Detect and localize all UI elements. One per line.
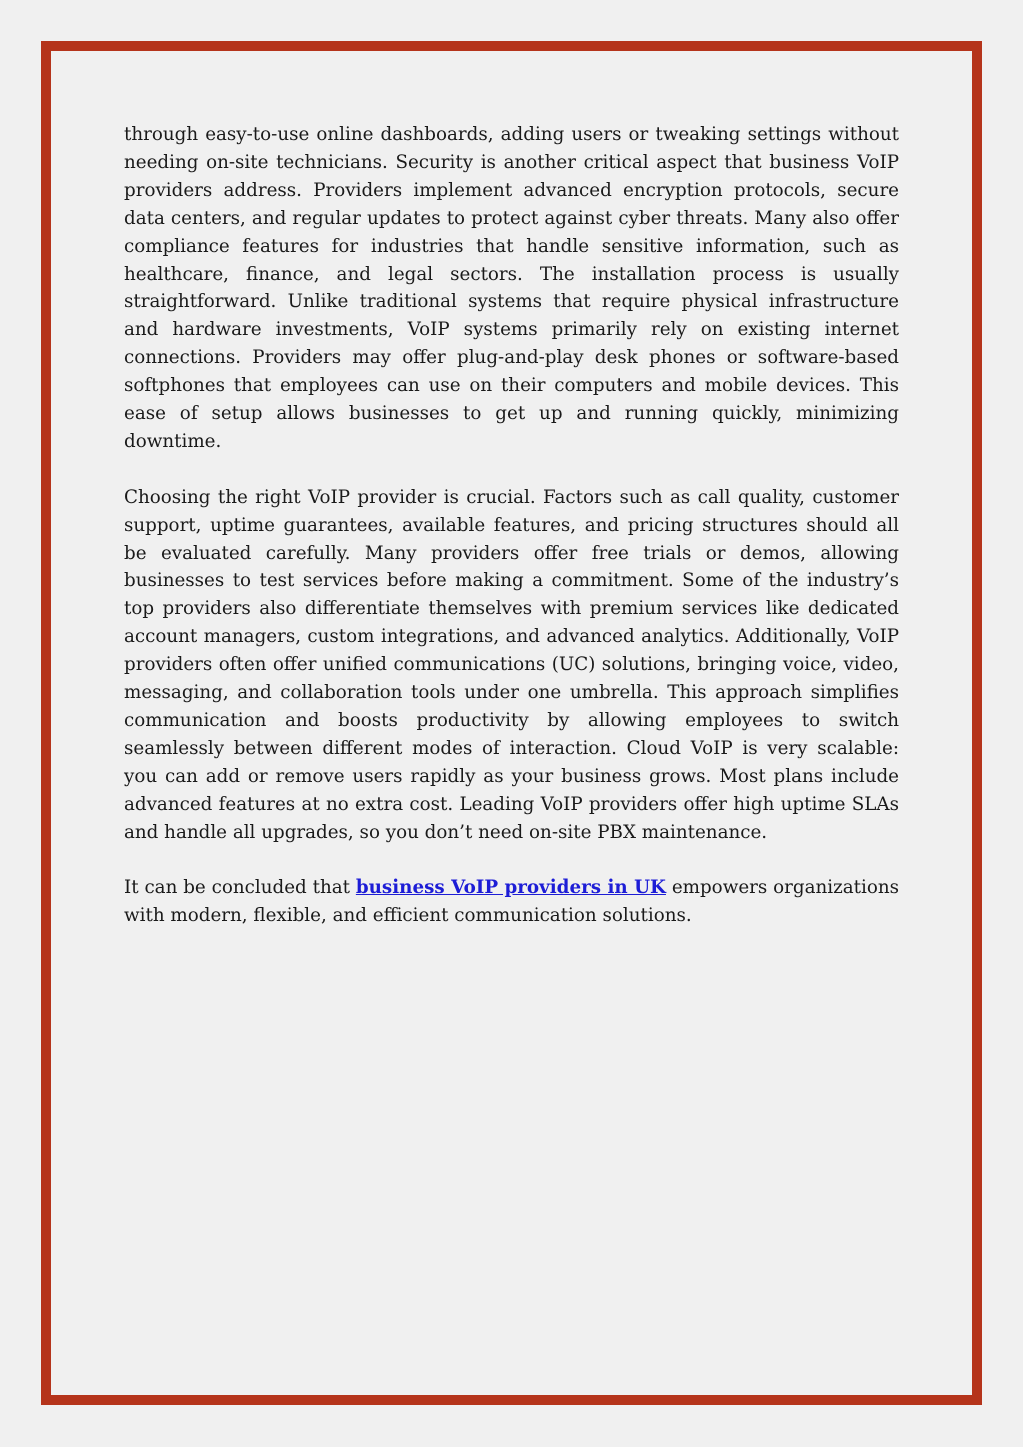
paragraph-3-tail-text: empowers organizations with modern, flexible, and efficient communication solutions. bbox=[124, 877, 900, 927]
paragraph-1: through easy-to-use online dashboards, adding users or tweaking settings without needing on-site technicians. Security is another critical aspect that business VoIP providers address. Providers implement advanced encryption protocols, secure data centers, and regular updates to protect against cyber threats. Many also offer compliance features for industries that handle sensitive information, such as healthcare, finance, and legal sectors. The installation process is usually straightforward. Unlike traditional systems that require physical infrastructure and hardware investments, VoIP systems primarily rely on existing internet connections. Providers may offer plug-and-play desk phones or software-based softphones that employees can use on their computers and mobile devices. This ease of setup allows businesses to get up and running quickly, minimizing downtime. bbox=[124, 124, 899, 452]
document-body bbox=[124, 121, 899, 958]
paragraph-2: Choosing the right VoIP provider is crucial. Factors such as call quality, customer support, uptime guarantees, available features, and pricing structures should all be evaluated carefully. Many providers offer free trials or demos, allowing businesses to test services before making a commitment. Some of the industry’s top providers also differentiate themselves with premium services like dedicated account managers, custom integrations, and advanced analytics. Additionally, VoIP providers often offer unified communications (UC) solutions, bringing voice, video, messaging, and collaboration tools under one umbrella. This approach simplifies communication and boosts productivity by allowing employees to switch seamlessly between different modes of interaction. Cloud VoIP is very scalable: you can add or remove users rapidly as your business grows. Most plans include advanced features at no extra cost. Leading VoIP providers offer high uptime SLAs and handle all upgrades, so you don’t need on-site PBX maintenance. bbox=[124, 486, 899, 843]
paragraph-3 bbox=[124, 874, 899, 930]
paragraph-3-lead-text: It can be concluded that bbox=[124, 877, 356, 899]
voip-providers-link[interactable]: business VoIP providers in UK bbox=[355, 877, 666, 899]
